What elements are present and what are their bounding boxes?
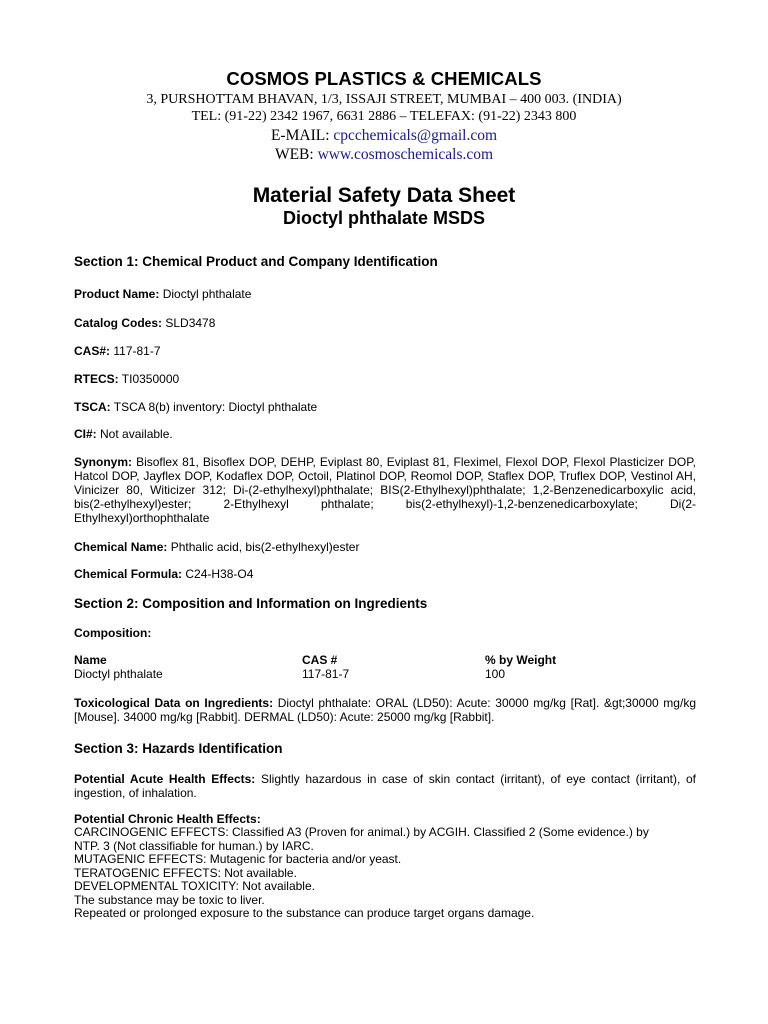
composition-field [74, 626, 696, 640]
cas-value: 117-81-7 [113, 344, 161, 358]
address-line: 3, PURSHOTTAM BHAVAN, 1/3, ISSAJI STREET, MUMBAI – 400 003. (INDIA) [146, 92, 622, 107]
table-row [74, 667, 696, 681]
chronic-effects-list [74, 826, 696, 921]
cell-cas: 117-81-7 [302, 667, 350, 681]
product-name-field [74, 287, 696, 301]
web-link[interactable]: www.cosmoschemicals.com [317, 146, 494, 163]
acute-effects-label: Potential Acute Health Effects: [74, 772, 256, 786]
cas-field [74, 344, 696, 358]
composition-table [74, 653, 696, 681]
chemical-name-field [74, 540, 696, 554]
chronic-line: The substance may be toxic to liver. [74, 892, 265, 907]
column-header-weight: % by Weight [485, 653, 557, 667]
catalog-codes-value: SLD3478 [165, 316, 216, 330]
document-title: Material Safety Data Sheet [252, 184, 516, 207]
chemical-name-value: Phthalic acid, bis(2-ethylhexyl)ester [170, 540, 360, 554]
chemical-formula-value: C24-H38-O4 [185, 567, 254, 581]
chemical-formula-field [74, 567, 696, 581]
ci-value: Not available. [100, 427, 173, 441]
email-label: E-MAIL: [270, 127, 330, 144]
section1-heading: Section 1: Chemical Product and Company Identification [74, 254, 438, 269]
tsca-value: TSCA 8(b) inventory: Dioctyl phthalate [113, 400, 318, 414]
catalog-codes-field [74, 316, 696, 330]
synonym-value: Bisoflex 81, Bisoflex DOP, DEHP, Eviplast 80, Eviplast 81, Fleximel, Flexol DOP, Flexol Plasticizer DOP, Hatcol DOP, Jayflex DOP, Kodaflex DOP, Octoil, Platinol DOP, Reomol DOP, Staflex DOP, Truflex DOP, Vestinol AH, Vinicizer 80, Witicizer 312; Di-(2-ethylhexyl)phthalate; BIS(2-Ethylhexyl)phthalate; 1,2-Benzenedicarboxylic acid, bis(2-ethylhexyl)ester; 2-Ethylhexyl phthalate; bis(2-ethylhexyl)-1,2-benzenedicarboxylate; Di(2-Ethylhexyl)orthophthalate [74, 455, 696, 525]
section2-heading: Section 2: Composition and Information on Ingredients [74, 596, 428, 611]
document-subtitle: Dioctyl phthalate MSDS [282, 208, 486, 228]
toxicological-data-value: Dioctyl phthalate: ORAL (LD50): Acute: 30000 mg/kg [Rat]. &gt;30000 mg/kg [Mouse]. 34000 mg/kg [Rabbit]. DERMAL (LD50): Acute: 25000 mg/kg [Rabbit]. [74, 696, 696, 724]
company-name: COSMOS PLASTICS & CHEMICALS [226, 68, 542, 89]
rtecs-label: RTECS: [74, 372, 119, 386]
chronic-line: DEVELOPMENTAL TOXICITY: Not available. [74, 879, 315, 893]
ci-field [74, 427, 696, 441]
toxicological-data-label: Toxicological Data on Ingredients: [74, 696, 274, 710]
chronic-line: CARCINOGENIC EFFECTS: Classified A3 (Proven for animal.) by ACGIH. Classified 2 (Some evidence.) by [74, 825, 649, 839]
chronic-line: Repeated or prolonged exposure to the substance can produce target organs damage. [74, 906, 535, 920]
chronic-effects-label: Potential Chronic Health Effects: [74, 812, 261, 826]
tsca-field [74, 400, 696, 414]
synonym-field [74, 455, 696, 525]
product-name-label: Product Name: [74, 287, 160, 301]
acute-effects-value: Slightly hazardous in case of skin contact (irritant), of eye contact (irritant), of ingestion, of inhalation. [74, 772, 696, 800]
chronic-line: MUTAGENIC EFFECTS: Mutagenic for bacteria and/or yeast. [74, 852, 402, 866]
ci-label: CI#: [74, 427, 97, 441]
web-line [0, 146, 768, 164]
email-line [0, 127, 768, 145]
phone-line: TEL: (91-22) 2342 1967, 6631 2886 – TELEFAX: (91-22) 2343 800 [191, 109, 577, 124]
column-header-cas: CAS # [302, 653, 338, 667]
cell-weight: 100 [485, 667, 506, 681]
catalog-codes-label: Catalog Codes: [74, 316, 163, 330]
composition-label: Composition: [74, 626, 152, 640]
synonym-label: Synonym: [74, 455, 133, 469]
cell-name: Dioctyl phthalate [74, 667, 163, 681]
chronic-line: TERATOGENIC EFFECTS: Not available. [74, 865, 297, 880]
tsca-label: TSCA: [74, 400, 111, 414]
chemical-formula-label: Chemical Formula: [74, 567, 183, 581]
chemical-name-label: Chemical Name: [74, 540, 168, 554]
chronic-line: NTP. 3 (Not classifiable for human.) by IARC. [74, 838, 314, 853]
column-header-name: Name [74, 653, 107, 667]
acute-effects-field [74, 772, 696, 800]
section3-heading: Section 3: Hazards Identification [74, 741, 283, 756]
email-link[interactable]: cpcchemicals@gmail.com [333, 127, 498, 144]
web-label: WEB: [274, 146, 314, 163]
chronic-effects-label-line [74, 812, 696, 826]
toxicological-data-field [74, 696, 696, 724]
rtecs-value: TI0350000 [121, 372, 180, 386]
table-header-row [74, 653, 696, 667]
cas-label: CAS#: [74, 344, 111, 358]
product-name-value: Dioctyl phthalate [162, 287, 252, 301]
rtecs-field [74, 372, 696, 386]
